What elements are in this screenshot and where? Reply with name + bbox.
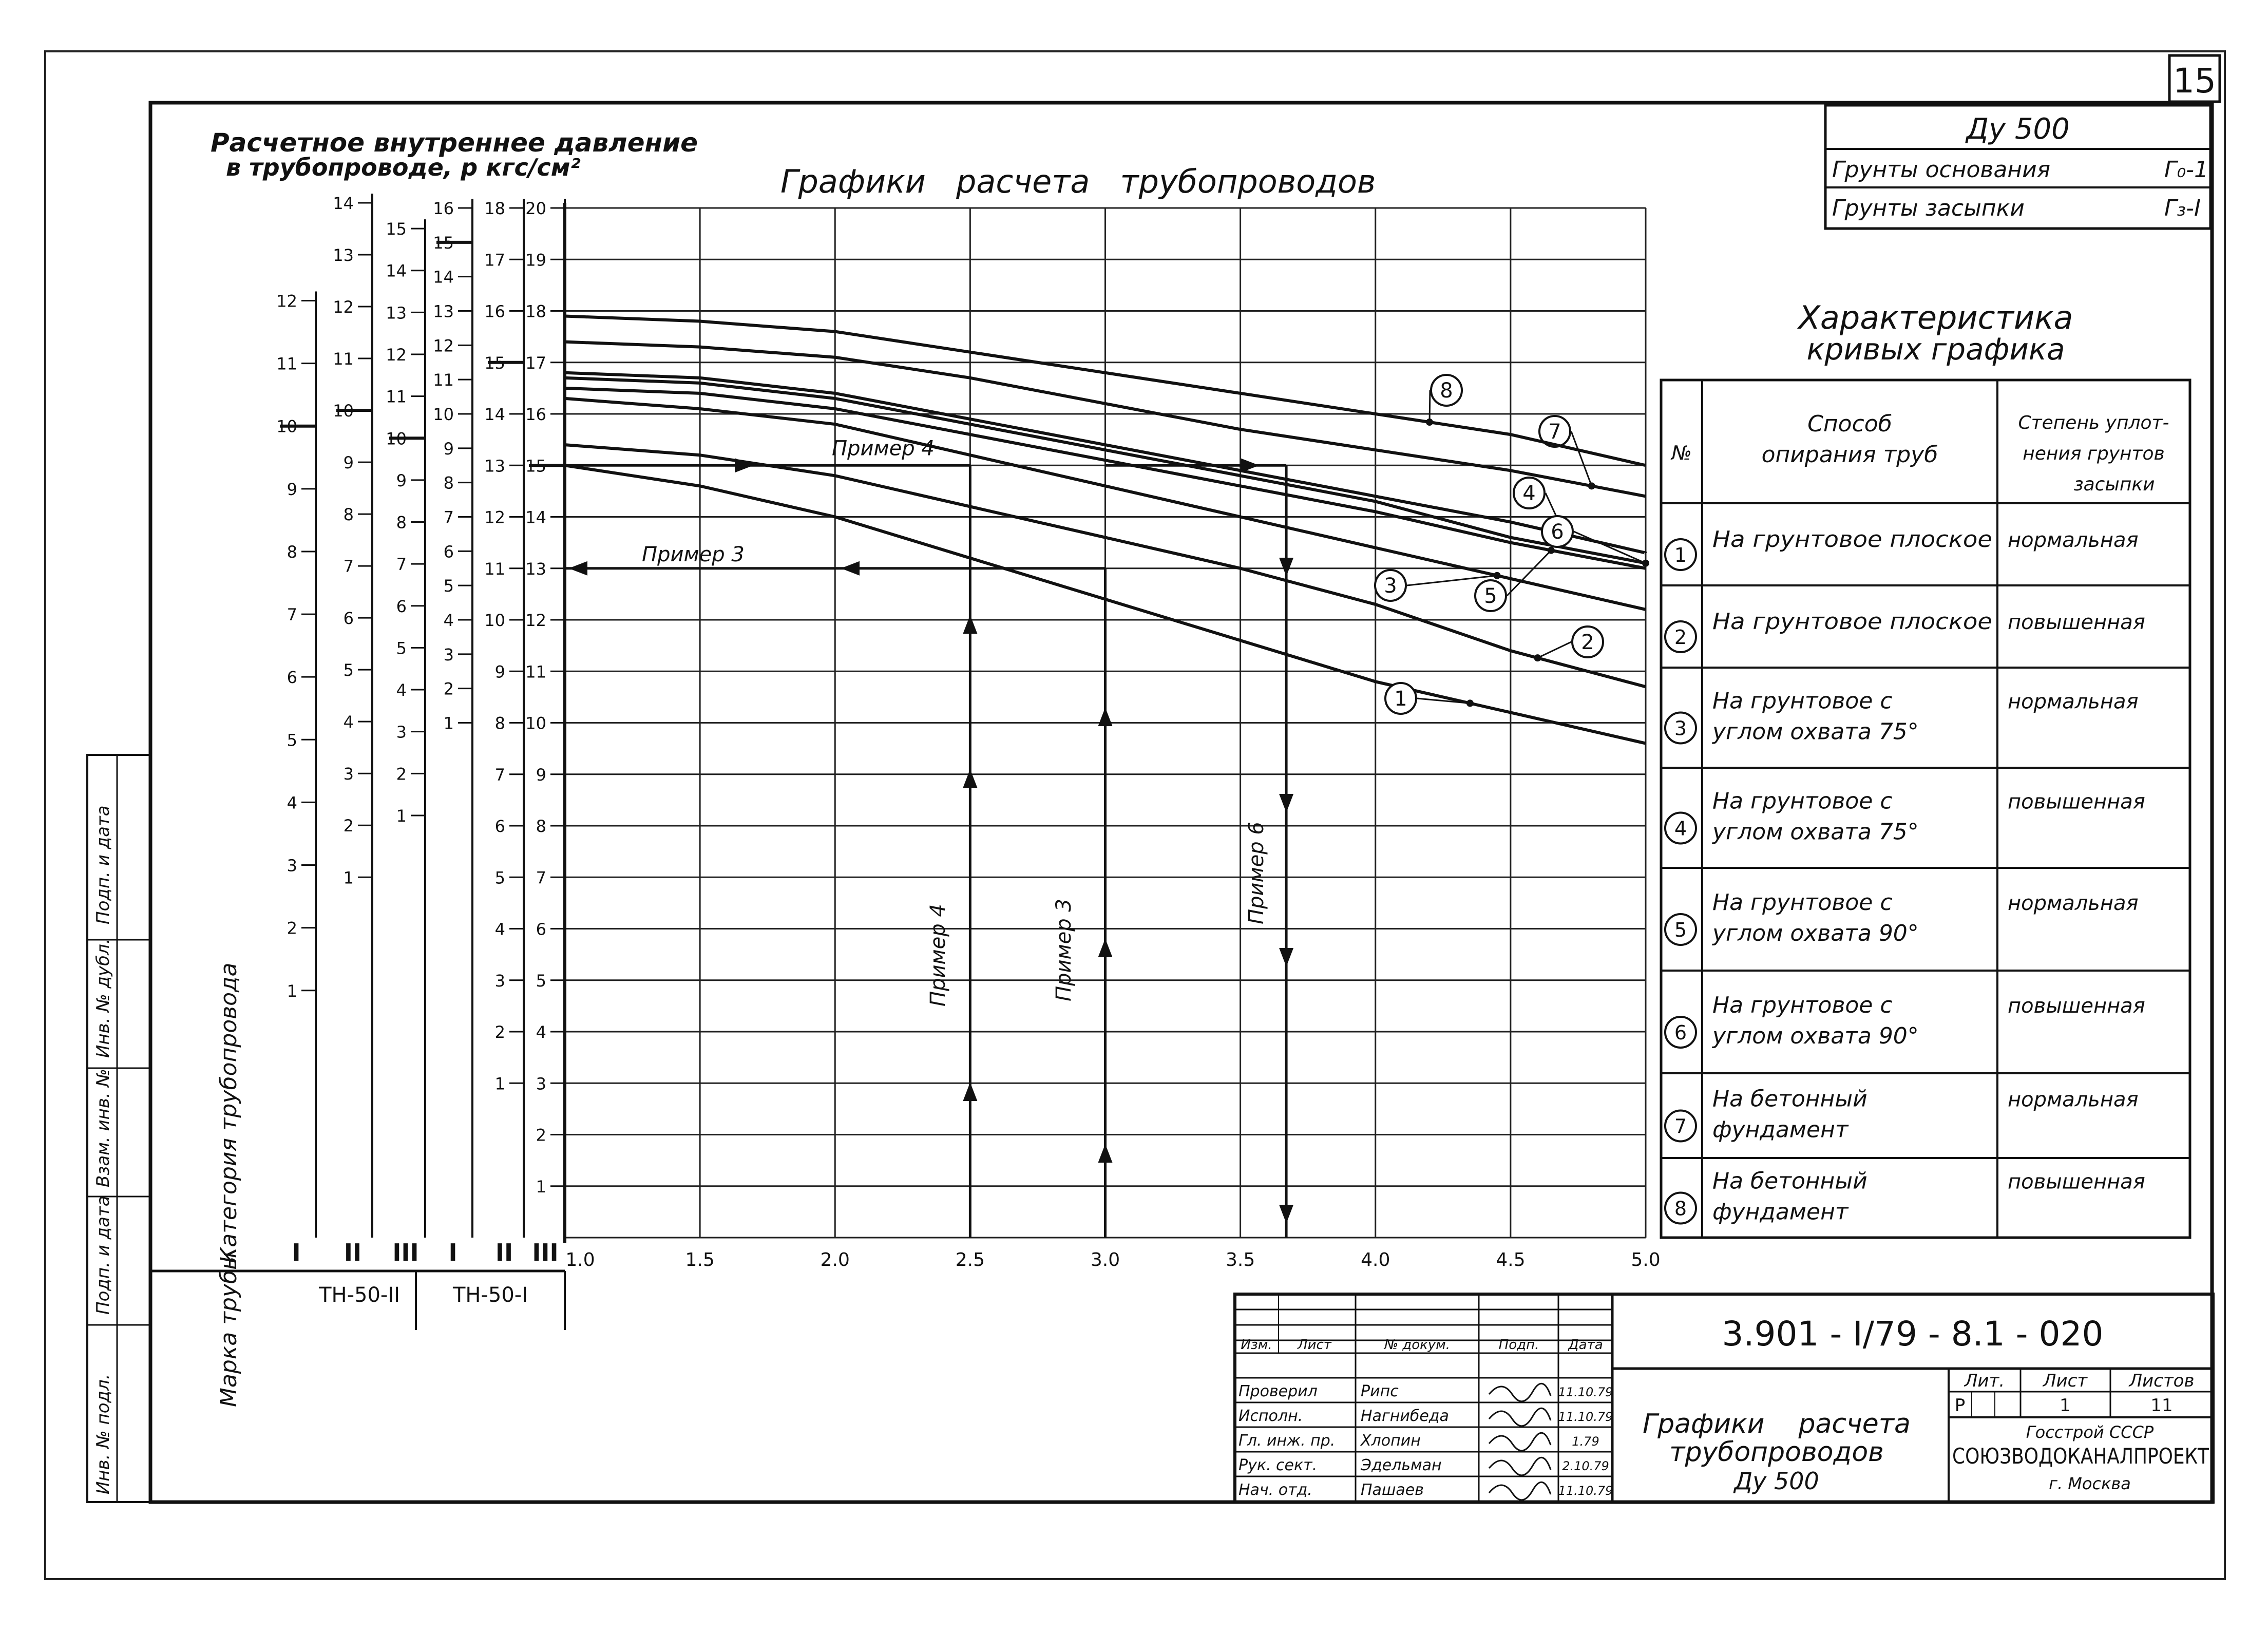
scale-tick-label: 18 (525, 301, 546, 321)
brand-2: ТН-50-I (452, 1283, 528, 1307)
legend-row-no: 4 (1674, 817, 1687, 840)
scale-tick-label: 11 (276, 354, 297, 374)
example-6-v-label: Пример 6 (1245, 822, 1268, 924)
scale-tick-label: 14 (484, 405, 505, 424)
scale-tick-label: 4 (343, 712, 354, 732)
scale-tick-label: 5 (536, 971, 546, 991)
legend-row-degree: нормальная (2008, 891, 2139, 915)
curve-label-3: 3 (1384, 574, 1397, 598)
brand-1: ТН-50-II (319, 1283, 400, 1307)
x-tick-label: 2.0 (820, 1249, 850, 1270)
tb-date: 11.10.79 (1558, 1484, 1613, 1498)
scale-tick-label: 10 (276, 416, 297, 437)
scale-tick-label: 5 (343, 660, 354, 680)
scale-tick-label: 6 (494, 817, 505, 836)
curve-label-1: 1 (1394, 687, 1407, 711)
curve-label-leader (1507, 551, 1551, 596)
legend-row-degree: нормальная (2008, 690, 2139, 714)
legend-row-degree: повышенная (2008, 994, 2145, 1018)
header-row2-label: Грунты засыпки (1832, 195, 2025, 221)
scale-tick-label: 1 (494, 1074, 505, 1094)
x-tick-label: 4.5 (1496, 1249, 1526, 1270)
scale-tick-label: 13 (525, 559, 546, 579)
legend-title-line1: Характеристика (1798, 299, 2073, 336)
tb-role: Нач. отд. (1238, 1481, 1312, 1499)
brand-label: Марка трубы (216, 1252, 242, 1407)
scale-tick-label: 14 (433, 267, 454, 287)
legend-row-no: 5 (1674, 919, 1687, 941)
tb-col-header: № докум. (1384, 1337, 1451, 1353)
scale-tick-label: 2 (443, 679, 454, 699)
scale-tick-label: 4 (494, 919, 505, 939)
lists-label: Листов (2129, 1371, 2195, 1391)
scale-tick-label: 8 (536, 817, 546, 836)
scale-tick-label: 11 (333, 349, 354, 369)
arrow-head (1279, 794, 1293, 812)
header-box (1825, 105, 2210, 229)
tb-role: Рук. сект. (1238, 1456, 1318, 1474)
arrow-head (1279, 558, 1293, 576)
scale-tick-label: 15 (433, 233, 454, 253)
tb-role: Исполн. (1238, 1407, 1303, 1425)
arrow-head (1098, 708, 1113, 726)
example-3-v-label: Пример 3 (1052, 899, 1076, 1001)
scale-tick-label: 4 (287, 793, 297, 813)
curve-label-6: 6 (1551, 520, 1564, 544)
legend-col-degree-3: засыпки (2073, 474, 2155, 495)
scale-tick-label: 6 (287, 668, 297, 688)
plot-area (565, 203, 1661, 1270)
strip-label-1: Подп. и дата (93, 805, 113, 924)
tb-date: 11.10.79 (1558, 1410, 1613, 1424)
header-row2-value: Г₃-I (2164, 195, 2201, 221)
strip-label-4: Подп. и дата (93, 1195, 113, 1315)
scale-tick-label: 1 (536, 1176, 546, 1197)
scale-tick-label: 9 (343, 453, 354, 473)
scale-tick-label: 7 (536, 868, 546, 888)
legend-row-method-2: углом охвата 75° (1712, 718, 1919, 745)
legend-row-no: 3 (1674, 717, 1687, 740)
scale-tick-label: 7 (396, 555, 407, 575)
scale-tick-label: 9 (443, 439, 454, 459)
scale-tick-label: 7 (494, 765, 505, 785)
drawing-title-line3: Ду 500 (1734, 1467, 1819, 1495)
scale-tick-label: 6 (443, 542, 454, 562)
scale-tick-label: 16 (433, 199, 454, 218)
scale-tick-label: 4 (443, 611, 454, 630)
legend-row-method-2: углом охвата 90° (1712, 920, 1919, 946)
scale-tick-label: 2 (287, 918, 297, 938)
scale-category: I (448, 1239, 458, 1266)
legend-row-method-2: фундамент (1712, 1116, 1848, 1143)
scale-tick-label: 14 (333, 193, 354, 213)
legend-row-method-1: На бетонный (1712, 1168, 1867, 1194)
curve-label-2: 2 (1581, 631, 1594, 654)
scale-tick-label: 10 (484, 611, 505, 630)
scale-tick-label: 11 (484, 559, 505, 579)
scale-tick-label: 7 (287, 605, 297, 625)
scale-tick-label: 16 (484, 301, 505, 321)
legend-row-no: 1 (1674, 544, 1687, 566)
strip-label-2: Инв. № дубл. (93, 938, 113, 1058)
scale-tick-label: 8 (287, 542, 297, 562)
curve-label-7: 7 (1548, 420, 1561, 444)
scale-tick-label: 15 (386, 219, 407, 239)
tb-col-header: Дата (1568, 1337, 1603, 1353)
example-3-h-label: Пример 3 (642, 542, 745, 566)
scale-tick-label: 12 (525, 611, 546, 630)
scale-category: III (532, 1239, 559, 1266)
legend-row-method-1: На грунтовое с (1712, 688, 1893, 714)
curve-label-leader (1571, 431, 1592, 486)
scale-tick-label: 8 (396, 513, 407, 533)
example-4-h-label: Пример 4 (832, 437, 935, 461)
scale-tick-label: 2 (494, 1022, 505, 1042)
scale-tick-label: 5 (494, 868, 505, 888)
x-tick-label: 2.5 (955, 1249, 985, 1270)
scale-tick-label: 9 (287, 479, 297, 499)
arrow-head (1279, 948, 1293, 966)
title-block (1235, 1294, 2213, 1502)
legend-row-no: 8 (1674, 1197, 1687, 1220)
strip-label-3: Взам. инв. № (93, 1069, 113, 1187)
legend-col-degree-2: нения грунтов (2023, 443, 2165, 464)
scale-tick-label: 11 (386, 387, 407, 407)
scale-tick-label: 8 (343, 505, 354, 525)
arrow-head (1279, 1205, 1293, 1223)
legend-row-degree: повышенная (2008, 1170, 2145, 1194)
lit-label: Лит. (1964, 1371, 2005, 1391)
legend-row-degree: повышенная (2008, 611, 2145, 634)
pressure-scales (276, 194, 565, 1266)
arrow-head (963, 769, 977, 788)
org-line1: Госстрой СССР (2026, 1422, 2154, 1442)
scale-category: II (495, 1239, 513, 1266)
scale-category: II (344, 1239, 362, 1266)
scale-tick-label: 6 (536, 919, 546, 939)
legend-row-method-1: На бетонный (1712, 1086, 1867, 1112)
chart-title: Графики расчета трубопроводов (780, 163, 1376, 200)
legend-table (1661, 380, 2190, 1238)
scale-tick-label: 13 (433, 301, 454, 321)
ylabel-line1: Расчетное внутреннее давление (211, 128, 698, 158)
legend-row-no: 2 (1674, 626, 1687, 649)
scale-tick-label: 9 (536, 765, 546, 785)
header-row1-value: Г₀-1 (2164, 157, 2209, 183)
curve-label-5: 5 (1484, 584, 1497, 608)
category-label: Категория трубопровода (216, 962, 242, 1263)
scale-tick-label: 9 (396, 470, 407, 490)
scale-category: I (292, 1239, 301, 1266)
scale-tick-label: 3 (443, 644, 454, 665)
tb-date: 11.10.79 (1558, 1385, 1613, 1399)
scale-tick-label: 3 (396, 722, 407, 742)
tb-col-header: Изм. (1241, 1337, 1272, 1353)
scale-tick-label: 1 (287, 981, 297, 1001)
scale-tick-label: 13 (386, 303, 407, 323)
scale-category: III (392, 1239, 419, 1266)
scale-tick-label: 4 (396, 680, 407, 700)
list-label: Лист (2043, 1371, 2088, 1391)
tb-signature (1489, 1433, 1551, 1451)
scale-tick-label: 7 (443, 507, 454, 527)
scale-tick-label: 4 (536, 1022, 546, 1042)
legend-col-degree-1: Степень уплот- (2018, 412, 2169, 433)
signature-grid (1235, 1294, 1613, 1502)
tb-signature (1489, 1482, 1551, 1500)
tb-signature (1489, 1383, 1551, 1401)
scale-tick-label: 7 (343, 557, 354, 577)
legend-col-method-1: Способ (1807, 411, 1892, 437)
scale-tick-label: 5 (443, 576, 454, 596)
org-line2: СОЮЗВОДОКАНАЛПРОЕКТ (1952, 1444, 2209, 1469)
scale-tick-label: 6 (396, 596, 407, 616)
legend-row-method-1: На грунтовое плоское (1712, 526, 1992, 553)
legend-row-method-1: На грунтовое с (1712, 992, 1893, 1018)
scale-tick-label: 9 (494, 662, 505, 682)
drawing-title-line1: Графики расчета (1643, 1409, 1911, 1439)
x-tick-label: 1.5 (685, 1249, 715, 1270)
curve-label-8: 8 (1440, 379, 1453, 403)
scale-tick-label: 10 (333, 401, 354, 421)
ylabel-line2: в трубопроводе, р кгс/см² (226, 154, 581, 181)
arrow-head (1098, 1144, 1113, 1163)
scale-tick-label: 12 (276, 291, 297, 311)
scale-tick-label: 15 (484, 353, 505, 373)
tb-name: Хлопин (1361, 1432, 1421, 1450)
scale-tick-label: 15 (525, 456, 546, 476)
tb-signature (1489, 1408, 1551, 1426)
x-tick-label: 3.5 (1225, 1249, 1255, 1270)
tb-role: Проверил (1238, 1382, 1318, 1400)
scale-tick-label: 1 (396, 806, 407, 826)
left-strip (87, 755, 150, 1502)
arrow-head (963, 1083, 977, 1101)
tb-name: Пашаев (1361, 1481, 1424, 1499)
org-line3: г. Москва (2049, 1474, 2131, 1493)
legend-title-line2: кривых графика (1806, 332, 2065, 367)
legend-row-degree: повышенная (2008, 790, 2145, 814)
tb-date: 1.79 (1572, 1434, 1599, 1449)
x-tick-label: 4.0 (1361, 1249, 1390, 1270)
scale-tick-label: 1 (343, 868, 354, 888)
tb-role: Гл. инж. пр. (1238, 1432, 1336, 1450)
scale-tick-label: 13 (333, 245, 354, 265)
curve-label-4: 4 (1522, 482, 1536, 505)
header-title: Ду 500 (1966, 112, 2070, 146)
tb-col-header: Лист (1298, 1337, 1331, 1353)
lists-value: 11 (2150, 1395, 2173, 1416)
scale-tick-label: 10 (386, 429, 407, 449)
scale-tick-label: 17 (525, 353, 546, 373)
legend-row-no: 6 (1674, 1021, 1687, 1044)
x-tick-label: 1.0 (565, 1249, 595, 1270)
scale-tick-label: 3 (287, 856, 297, 876)
tb-name: Рипс (1361, 1382, 1399, 1400)
tb-name: Эдельман (1361, 1456, 1442, 1474)
scale-tick-label: 2 (343, 816, 354, 836)
scale-tick-label: 12 (484, 507, 505, 527)
scale-tick-label: 1 (443, 713, 454, 733)
arrow-head (963, 615, 977, 634)
legend-row-no: 7 (1674, 1115, 1687, 1138)
scale-tick-label: 3 (343, 764, 354, 784)
scale-tick-label: 3 (536, 1074, 546, 1094)
sheet-number: 15 (2173, 61, 2216, 101)
legend-row-method-1: На грунтовое с (1712, 788, 1893, 814)
scale-tick-label: 14 (386, 261, 407, 281)
legend-col-method-2: опирания труб (1761, 442, 1938, 468)
scale-tick-label: 12 (386, 345, 407, 365)
scale-tick-label: 17 (484, 250, 505, 270)
scale-tick-label: 19 (525, 250, 546, 270)
tb-signature (1489, 1457, 1551, 1475)
scale-tick-label: 12 (333, 297, 354, 317)
scale-tick-label: 6 (343, 609, 354, 629)
curve-label-leader (1574, 532, 1646, 563)
arrow-head (569, 561, 587, 576)
header-row1-label: Грунты основания (1832, 157, 2051, 183)
scale-tick-label: 5 (396, 638, 407, 658)
doc-code: 3.901 - I/79 - 8.1 - 020 (1722, 1314, 2104, 1354)
example-4-v-label: Пример 4 (926, 904, 950, 1007)
scale-tick-label: 2 (536, 1125, 546, 1145)
scale-tick-label: 3 (494, 971, 505, 991)
strip-label-5: Инв. № подл. (93, 1374, 113, 1494)
legend-row-method-1: На грунтовое с (1712, 889, 1893, 916)
scale-tick-label: 8 (494, 713, 505, 733)
tb-date: 2.10.79 (1562, 1459, 1609, 1473)
scale-tick-label: 20 (525, 199, 546, 218)
legend-row-method-1: На грунтовое плоское (1712, 609, 1992, 635)
arrow-head (841, 561, 860, 576)
curve-label-leader (1538, 642, 1572, 658)
legend-col-no: № (1671, 442, 1692, 464)
legend-row-degree: нормальная (2008, 528, 2139, 552)
scale-tick-label: 11 (433, 370, 454, 390)
lit-value: Р (1954, 1395, 1966, 1416)
list-value: 1 (2060, 1395, 2071, 1416)
scale-tick-label: 12 (433, 336, 454, 356)
scale-tick-label: 2 (396, 764, 407, 784)
x-tick-label: 3.0 (1090, 1249, 1120, 1270)
legend-row-method-2: фундамент (1712, 1199, 1848, 1225)
tb-col-header: Подп. (1498, 1337, 1539, 1353)
scale-tick-label: 10 (433, 405, 454, 424)
arrow-head (1098, 939, 1113, 957)
scale-tick-label: 18 (484, 199, 505, 218)
drawing-title-line2: трубопроводов (1669, 1437, 1884, 1468)
scale-tick-label: 11 (525, 662, 546, 682)
scale-tick-label: 14 (525, 507, 546, 527)
tb-name: Нагнибеда (1361, 1407, 1449, 1425)
arrow-head (1241, 458, 1259, 472)
legend-row-degree: нормальная (2008, 1088, 2139, 1112)
scale-tick-label: 16 (525, 405, 546, 424)
x-tick-label: 5.0 (1631, 1249, 1661, 1270)
legend-row-method-2: углом охвата 90° (1712, 1023, 1919, 1049)
scale-tick-label: 13 (484, 456, 505, 476)
scale-tick-label: 8 (443, 473, 454, 493)
scale-tick-label: 10 (525, 713, 546, 733)
legend-row-method-2: углом охвата 75° (1712, 819, 1919, 845)
scale-tick-label: 5 (287, 730, 297, 750)
